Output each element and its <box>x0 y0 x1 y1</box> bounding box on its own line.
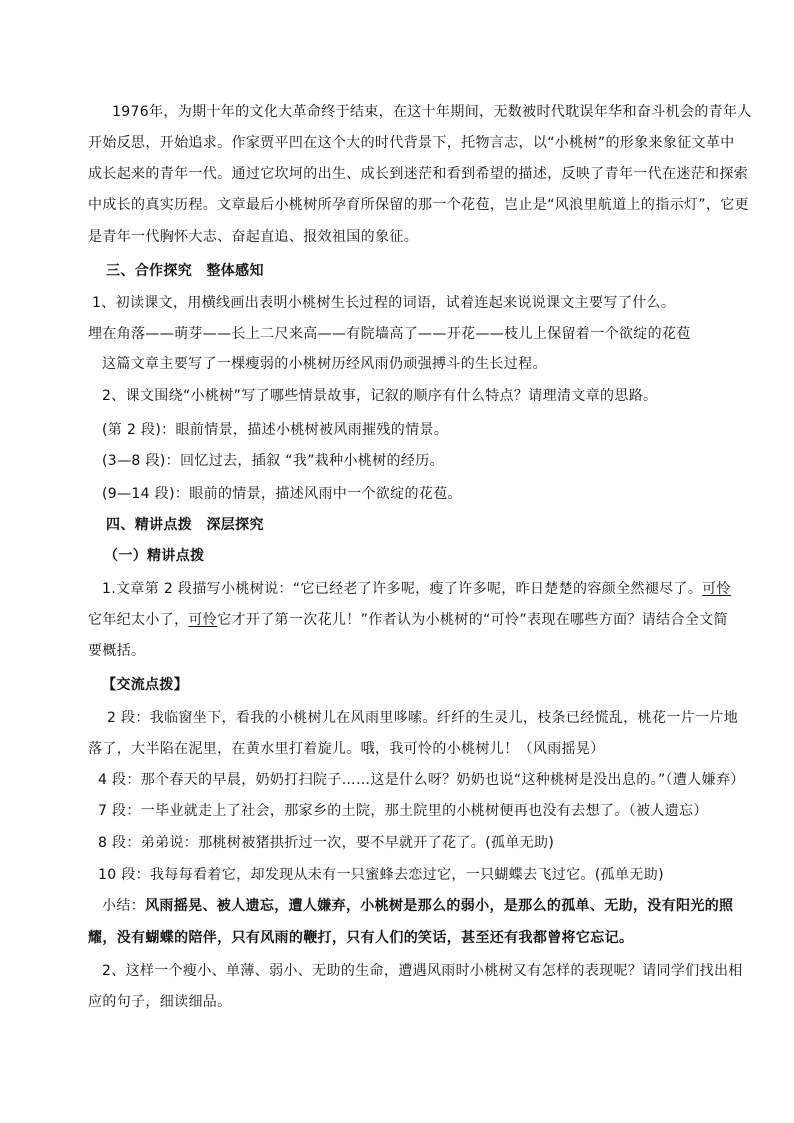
intro-line-4: 中成长的真实历程。文章最后小桃树所孕育所保留的那一个花苞，岂止是“风浪里航道上的指示灯”，它更 <box>88 197 749 213</box>
intro-line-5: 是青年一代胸怀大志、奋起直追、报效祖国的象征。 <box>88 229 419 245</box>
question-three-line-1: 2、这样一个瘦小、单薄、弱小、无助的生命，遭遇风雨时小桃树又有怎样的表现呢？请同学们找出相 <box>102 963 743 979</box>
exchange-label: 【交流点拨】 <box>102 677 189 693</box>
point-one-line-1 <box>102 580 731 598</box>
summary-line-1 <box>102 897 733 915</box>
subsection-one-heading: （一）精讲点拨 <box>104 548 205 564</box>
section-three-heading: 三、合作探究 整体感知 <box>106 263 264 279</box>
underlined-kelian-1: 可怜 <box>702 581 731 597</box>
question-two: 2、课文围绕“小桃树”写了哪些情景故事，记叙的顺序有什么特点？请理清文章的思路。 <box>102 388 658 404</box>
question-one-summary: 这篇文章主要写了一棵瘦弱的小桃树历经风雨仍顽强搏斗的生长过程。 <box>102 356 547 372</box>
question-two-answer-3: (9—14 段)：眼前的情景，描述风雨中一个欲绽的花苞。 <box>102 486 462 502</box>
intro-line-1: 1976年，为期十年的文化大革命终于结束，在这十年期间，无数被时代耽误年华和奋斗机会的青年人 <box>112 104 752 120</box>
summary-line-2: 耀，没有蝴蝶的陪伴，只有风雨的鞭打，只有人们的笑话，甚至还有我都曾将它忘记。 <box>88 930 634 946</box>
question-two-answer-2: (3—8 段)：回忆过去，插叙 “我”栽种小桃树的经历。 <box>102 453 444 469</box>
example-paragraph-2-line-2: 落了，大半陷在泥里，在黄水里打着旋儿。哦，我可怜的小桃树儿！（风雨摇晃） <box>88 741 605 757</box>
point-one-line-2 <box>88 611 728 629</box>
example-paragraph-7: 7 段：一毕业就走上了社会，那家乡的土院，那土院里的小桃树便再也没有去想了。（被人遗忘） <box>98 803 708 819</box>
point-one-text-a: 1.文章第 2 段描写小桃树说：“它已经老了许多呢，瘦了许多呢，昨日楚楚的容颜全然褪尽了。 <box>102 581 703 597</box>
point-one-line-3: 要概括。 <box>88 643 146 659</box>
example-paragraph-10: 10 段：我每每看着它，却发现从未有一只蜜蜂去恋过它，一只蝴蝶去飞过它。(孤单无助) <box>98 867 664 883</box>
intro-line-3: 成长起来的青年一代。通过它坎坷的出生、成长到迷茫和看到希望的描述，反映了青年一代在迷茫和探索 <box>88 166 749 182</box>
point-one-text-b: 它年纪太小了， <box>88 612 189 628</box>
question-three-line-2: 应的句子，细读细品。 <box>88 994 232 1010</box>
question-two-answer-1: (第 2 段)：眼前情景，描述小桃树被风雨摧残的情景。 <box>102 422 449 438</box>
summary-text-1: 风雨摇晃、被人遗忘，遭人嫌弃，小桃树是那么的弱小，是那么的孤单、无助，没有阳光的照 <box>145 898 734 914</box>
question-one: 1、初读课文，用横线画出表明小桃树生长过程的词语，试着连起来说说课文主要写了什么。 <box>92 295 676 311</box>
underlined-kelian-2: 可怜 <box>188 612 218 628</box>
point-one-text-c: 它才开了第一次花儿！”作者认为小桃树的“可怜”表现在哪些方面？请结合全文简 <box>217 612 728 628</box>
question-one-answer: 埋在角落——萌芽——长上二尺来高——有院墙高了——开花——枝儿上保留着一个欲绽的花苞 <box>88 326 691 342</box>
example-paragraph-4: 4 段：那个春天的早晨，奶奶打扫院子……这是什么呀？奶奶也说“这种桃树是没出息的。”（遭人嫌弃） <box>98 772 745 788</box>
summary-label: 小结： <box>102 898 146 914</box>
section-four-heading: 四、精讲点拨 深层探究 <box>106 517 264 533</box>
example-paragraph-8: 8 段：弟弟说：那桃树被猪拱折过一次，要不早就开了花了。(孤单无助) <box>98 835 555 851</box>
example-paragraph-2-line-1: 2 段：我临窗坐下，看我的小桃树儿在风雨里哆嗦。纤纤的生灵儿，枝条已经慌乱，桃花一片一片地 <box>107 710 739 726</box>
intro-line-2: 开始反思，开始追求。作家贾平凹在这个大的时代背景下，托物言志，以“小桃树”的形象来象征文革中 <box>88 135 735 151</box>
